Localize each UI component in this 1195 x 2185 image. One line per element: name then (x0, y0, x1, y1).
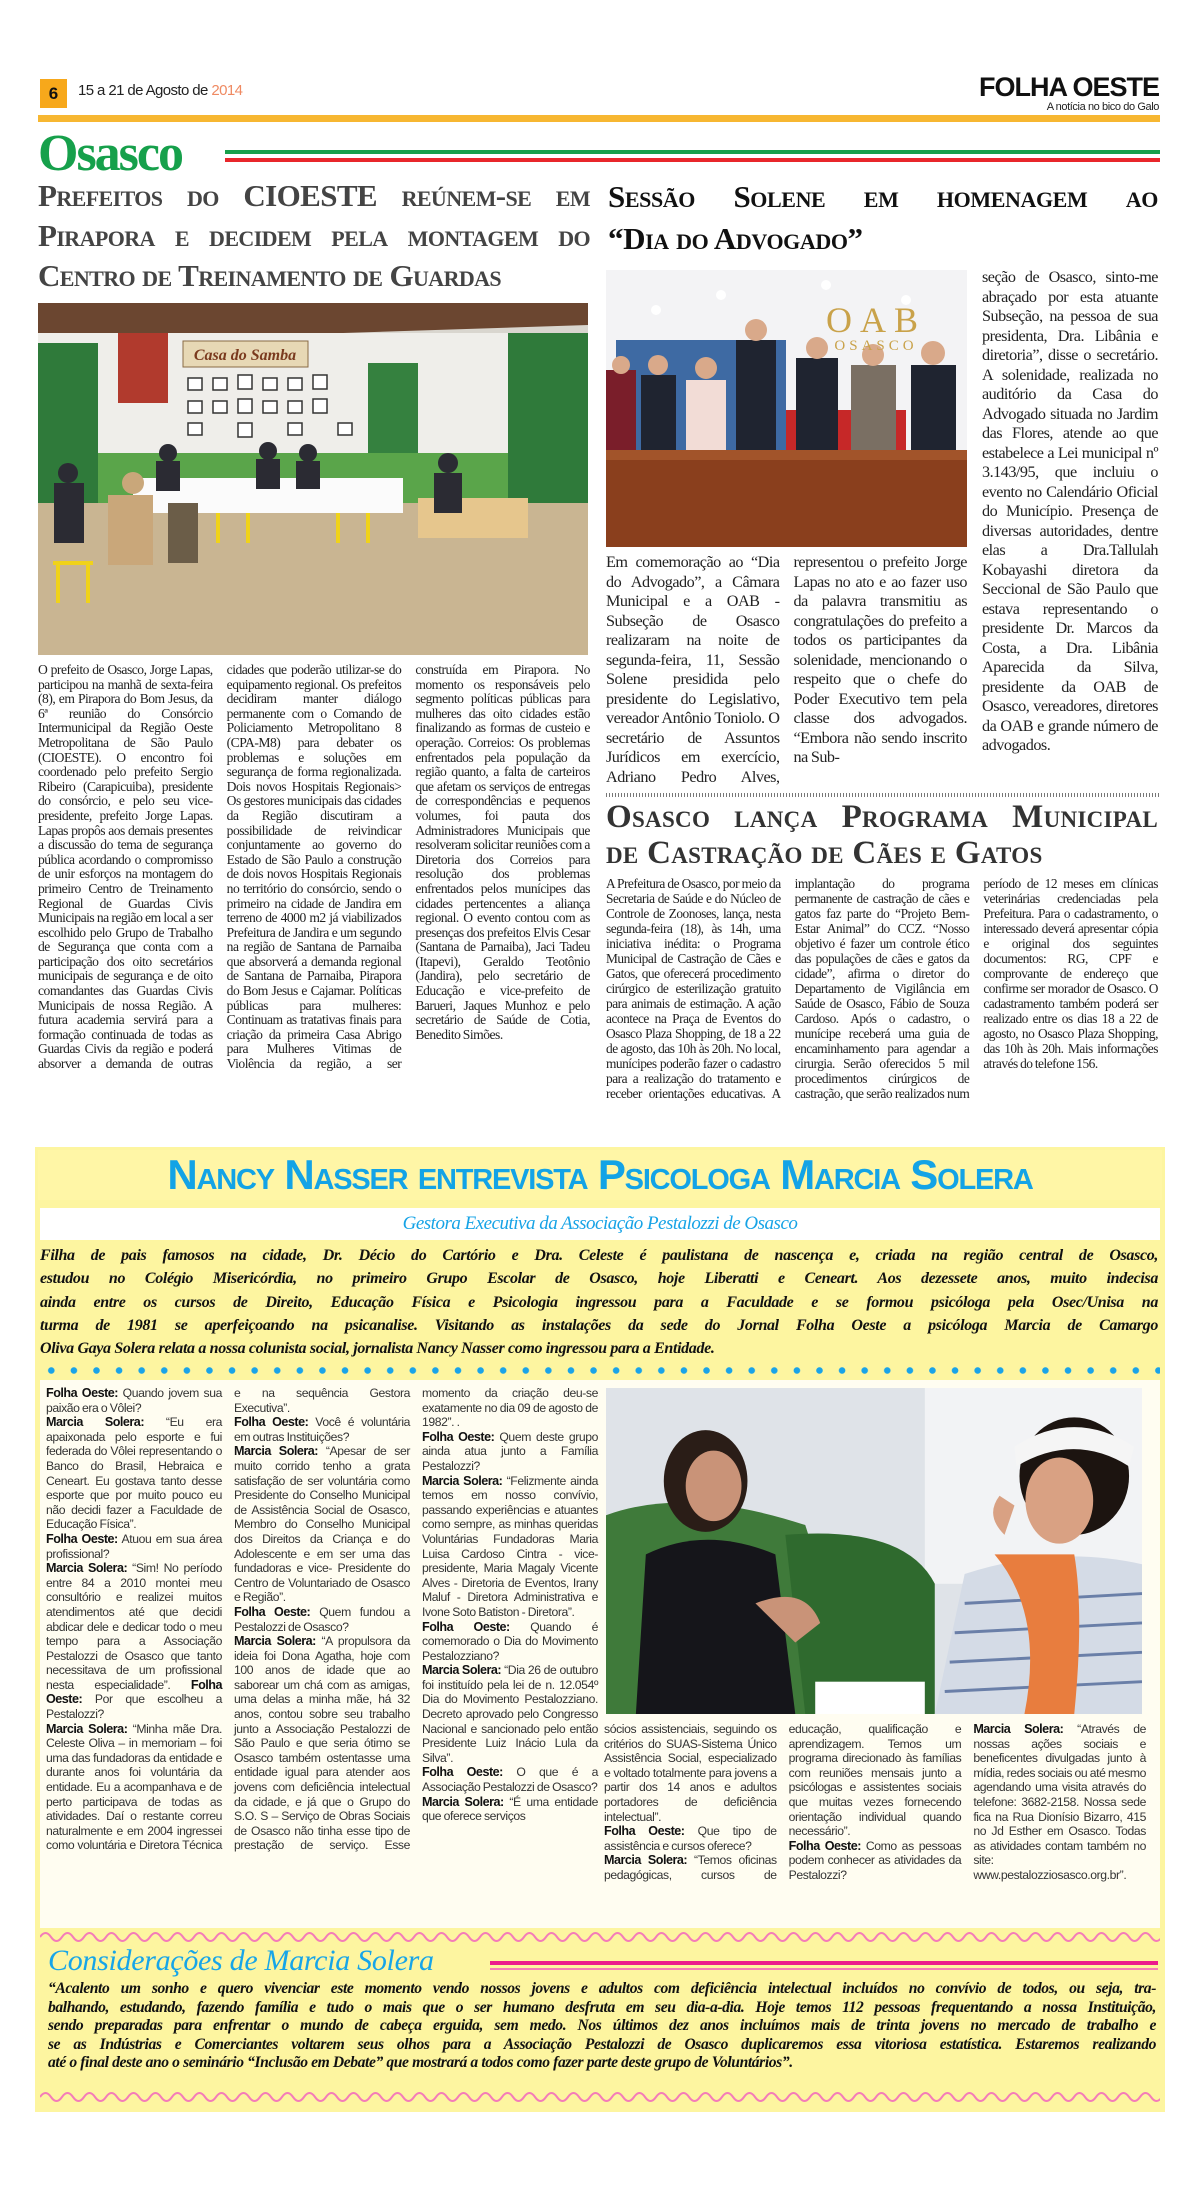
speaker-label: Folha Oeste: (422, 1765, 503, 1780)
considerations-line: balhando, estudando, fazendo família e tudo o mais que o ser humano desfruta em seu dia-a-dia. Hoje temos 112 pessoas frequentando a nossa Instituição, (48, 1998, 1156, 2016)
qa-text: “Dia 26 de outubro foi instituído pela lei de n. 12.054º Dia do Movimento Pestalozziano. Decreto aprovado pelo Congresso Nacional e sancionado pelo então Presidente Luiz Inácio Lula da Silva”. (422, 1663, 598, 1765)
headline-line: “Dia do Advogado” (608, 221, 863, 256)
headline-line: Sessão Solene em homenagem ao (608, 179, 1158, 214)
qa-paragraph (46, 1415, 222, 1532)
photo-sign-osasco: OSASCO (834, 338, 918, 354)
qa-text: “Através de nossas ações sociais e beneficentes divulgadas junto à mídia, redes sociais ou até mesmo agendando uma visita através do telefone: 3682-2158. Nossa sede fica na Rua Dionísio Bizarro, 415 no Jd Esther em Osasco. Todas as atividades contam também no site: www.pestalozziosasco.org.br”. (973, 1722, 1146, 1882)
speaker-label: Marcia Solera: (46, 1721, 128, 1736)
article-dia-advogado-body-continued: seção de Osasco, sinto-me abraçado por esta atuante Subseção, na pessoa de sua presidenta, Dra. Libânia e diretoria”, disse o secretário. A solenidade, realizada no auditório da Casa do Advogado situada no Jardim das Flores, atende ao que estabelece a Lei municipal nº 3.143/95, que incluiu o evento no Calendário Oficial do Município. Presença de diversas autoridades, dentre elas a Dra.Tallulah Kobayashi diretora da Seccional de São Paulo que estava representando o presidente Dr. Marcos da Costa, a Dra. Libânia Aparecida da Silva, presidente da OAB de Osasco, vereadores, diretores da OAB e grande número de advogados. (982, 268, 1158, 754)
intro-line: Oliva Gaya Solera relata a nossa colunista social, jornalista Nancy Nasser como ingressou para a Entidade. (40, 1340, 715, 1358)
speaker-label: Folha Oeste: (46, 1531, 118, 1546)
article-dia-advogado-headline (608, 176, 1158, 260)
intro-line: ainda entre os cursos de Direito, Educação Física e Psicologia ingressou para a Faculdade e se formou psicóloga pela Osec/Unisa na (40, 1293, 1158, 1311)
interview-qa-right (604, 1722, 1146, 1883)
qa-paragraph (46, 1561, 222, 1722)
section-title: Osasco (38, 125, 182, 182)
speaker-label: Folha Oeste: (234, 1415, 309, 1430)
photo-sessao-solene (606, 270, 967, 547)
intro-line: turma de 1981 se aperfeiçoando na psicanalise. Visitando as instalações da sede do Jornal Folha Oeste a psicóloga Marcia de Camargo (40, 1316, 1158, 1334)
date-text: 15 a 21 de Agosto de (78, 82, 212, 99)
qa-text: Atuou em sua área profissional? (46, 1531, 223, 1561)
qa-paragraph (422, 1474, 598, 1620)
article-cioeste-headline (38, 176, 590, 296)
considerations-line: sendo preparadas para enfrentar o mundo de cabeça erguida, sem medo. Nos últimos dez anos incluímos mais de trinta jovens no mercado de trabalho e (48, 2017, 1156, 2035)
date-year: 2014 (211, 82, 243, 99)
qa-text: Você é voluntária em outras Instituições? (234, 1415, 411, 1444)
qa-text: Quem deste grupo ainda atua junto a Família Pestalozzi? (422, 1429, 598, 1473)
wavy-divider (40, 2092, 1160, 2102)
speaker-label: Folha Oeste: (46, 1386, 118, 1400)
qa-paragraph (422, 1620, 598, 1664)
speaker-label: Folha Oeste: (46, 1677, 222, 1707)
qa-text: “A propulsora da ideia foi Dona Agatha, hoje com 100 anos de idade que ao saborear um chá com as amigas, uma delas a minha mãe, há 32 anos, contou sobre seu trabalho junto a Associação Pestalozzi de São Paulo e que seria ótimo se Osasco também ostentasse uma entidade igual para atender aos jovens com deficiência intelectual da cidade, e já que o Grupo do S.O. S – Serviço de Obras Sociais de Osasco não tinha esse tipo de prestação de serviço. Esse momento da criação deu-se exatamente no dia 09 de agosto de 1982”. . (234, 1386, 598, 1853)
section-rule-green (225, 150, 1160, 154)
qa-paragraph (234, 1415, 410, 1444)
headline-line: Pirapora e decidem pela montagem do (38, 218, 590, 253)
speaker-label: Marcia Solera: (422, 1794, 504, 1809)
interview-subtitle: Gestora Executiva da Associação Pestalozzi de Osasco (40, 1208, 1160, 1240)
considerations-rule-thin (490, 1968, 1158, 1970)
considerations-title: Considerações de Marcia Solera (48, 1944, 434, 1977)
article-dia-advogado-body: Em comemoração ao “Dia do Advogado”, a Câmara Municipal e a OAB - Subseção de Osasco realizaram na noite de segunda-feira, 11, Sessão Solene presidida pelo presidente do Legislativo, vereador Antônio Toniolo. O secretário de Assuntos Jurídicos em exercício, Adriano Pedro Alves, representou o prefeito Jorge Lapas no ato e ao fazer uso da palavra transmitiu as congratulações do prefeito a todos os participantes da solenidade, mencionando o respeito que o chefe do Poder Executivo tem pela classe dos advogados. “Embora não sendo inscrito na Sub- (606, 553, 967, 786)
speaker-label: Marcia Solera: (422, 1663, 502, 1678)
speaker-label: Marcia Solera: (46, 1561, 128, 1576)
qa-text: Por que escolheu a Pestalozzi? (46, 1692, 222, 1722)
qa-paragraph (789, 1839, 962, 1883)
interview-title: Nancy Nasser entrevista Psicologa Marcia Solera (38, 1150, 1162, 1200)
speaker-label: Marcia Solera: (973, 1722, 1064, 1736)
article-cioeste-body: O prefeito de Osasco, Jorge Lapas, participou na manhã de sexta-feira (8), em Pirapora do Bom Jesus, da 6ª reunião do Consórcio Intermunicipal da Região Oeste Metropolitana de São Paulo (CIOESTE). O encontro foi coordenado pelo prefeito Sergio Ribeiro (Carapicuiba), presidente do consórcio, e pelo seu vice-presidente, prefeito Jorge Lapas. Lapas propôs aos demais presentes a discussão do tema de segurança pública acordando o compromisso de unir esforços na montagem do primeiro Centro de Treinamento Regional de Guardas Civis Municipais na região em local a ser escolhido pelo Grupo de Trabalho de Segurança que conta com a participação dos oito secretários municipais de segurança e de oito comandantes das Guardas Civis Municipais de nossa Região. A futura academia servirá para a formação continuada de todas as Guardas Civis da região e poderá absorver a demanda de outras cidades que poderão utilizar-se do equipamento regional. Os prefeitos decidiram manter diálogo permanente com o Comando de Policiamento Metropolitano 8 (CPA-M8) para debater os problemas e soluções em segurança de forma regionalizada. Dois novos Hospitais Regionais> Os gestores municipais das cidades da Região discutiram a possibilidade de reivindicar conjuntamente ao governo do Estado de São Paulo a construção de dois novos Hospitais Regionais no território do consórcio, sendo o primeiro na cidade de Jandira em terreno de 4000 m2 já viabilizados Prefeitura de Jandira e um segundo na região de Santana de Parnaiba que absorverá a demanda regional de Santana de Parnaiba, Pirapora do Bom Jesus e Cajamar. Políticas públicas para mulheres: Continuam as tratativas finais para criação da primeira Casa Abrigo para Mulheres Vitimas de Violência da região, a ser construída em Pirapora. No momento os responsáveis pelo segmento políticas públicas para mulheres das oito cidades estão finalizando as formas de custeio e operação. Correios: Os problemas enfrentados pela população da região quanto, a falta de carteiros que afetam os serviços de entregas de correspondências e pequenos volumes, foi pauta dos Administradores Municipais que resolveram solicitar reuniões com a Diretoria dos Correios para resolução dos problemas enfrentados pelos munícipes das cidades pertencentes a aliança regional. O evento contou com as presenças dos prefeitos Elvis Cesar (Santana de Parnaiba), Jaci Tadeu (Itapevi), Geraldo Teotônio (Jandira), pelo secretário de Educação e vice-prefeito de Barueri, Jaques Munhoz e pelo secretário de Saúde de Cotia, Benedito Simões. (38, 662, 590, 1072)
qa-paragraph (973, 1722, 1146, 1883)
dotted-divider (40, 1366, 1160, 1375)
considerations-line: até o final deste ano o seminário “Inclusão em Debate” que mostrará a todos como fazer parte deste grupo de Voluntários”. (48, 2054, 793, 2072)
qa-text: Quem fundou a Pestalozzi de Osasco? (234, 1604, 410, 1634)
qa-text: “Sim! No período entre 84 a 2010 montei meu consultório e realizei muitos atendimentos até que decidi abdicar dele e dedicar todo o meu tempo para a Associação Pestalozzi de Osasco que tanto necessitava de um profissional nesta especialidade”. (46, 1561, 222, 1692)
qa-text: sócios assistenciais, seguindo os critérios do SUAS-Sistema Único Assistência Social, especializado e voltado totalmente para jovens a partir dos 14 anos e adultos portadores de deficiência intelectual”. (604, 1722, 777, 1824)
headline-line: Osasco lança Programa Municipal (606, 799, 1158, 835)
speaker-label: Folha Oeste: (788, 1838, 861, 1853)
qa-text: “É uma entidade que oferece serviços (422, 1794, 598, 1824)
issue-date (78, 82, 242, 99)
qa-text: “Felizmente ainda temos em nosso convívio, passando experiências e atuantes como sempre, as minhas queridas Voluntárias Fundadoras Maria Luisa Cardoso Cintra - vice-presidente, Maria Magaly Vicente Alves - Diretoria de Eventos, Irany Maluf - Diretora Administrativa e Ivone Soto Batiston - Diretora”. (422, 1473, 598, 1619)
header-rule (38, 115, 1160, 122)
qa-text: O que é a Associação Pestalozzi de Osasco? (422, 1765, 598, 1795)
qa-paragraph (46, 1386, 222, 1415)
intro-line: estudou no Colégio Misericórdia, no primeiro Grupo Escolar de Osasco, hoje Liberatti e Ceneart. Aos dezessete anos, muito indecisa (40, 1270, 1158, 1288)
headline-line: de Castração de Cães e Gatos (606, 835, 1043, 871)
qa-paragraph (234, 1605, 410, 1634)
qa-text: Quando jovem sua paixão era o Vôlei? (46, 1386, 222, 1415)
article-castracao-headline (606, 799, 1158, 871)
page-number: 6 (40, 79, 67, 108)
qa-paragraph (422, 1795, 598, 1824)
qa-text: “Apesar de ser muito corrido tenho a grata satisfação de ser voluntária como Presidente do Conselho Municipal de Assistência Social de Osasco, Membro do Conselho Municipal dos Direitos da Criança e do Adolescente e em ser uma das fundadoras e vice- Presidente do Centro de Voluntariado de Osasco e Região”. (234, 1444, 410, 1605)
considerations-line: “Acalento um sonho e quero vivenciar este momento vendo nossos jovens e adultos com deficiência intelectual incluídos no convívio de todos, ou seja, tra- (48, 1980, 1156, 1997)
speaker-label: Marcia Solera: (422, 1473, 503, 1488)
photo-sign-oab: OAB (825, 300, 927, 340)
qa-paragraph (422, 1765, 598, 1794)
speaker-label: Marcia Solera: (46, 1415, 145, 1430)
photo-sign-text: Casa do Samba (193, 347, 297, 364)
qa-text: “Temos oficinas pedagógicas, cursos de educação, qualificação e aprendizagem. Temos um programa direcionado às famílias com reuniões mensais junto a psicólogas e assistentes sociais que muitas vezes fornecendo orientação individual quando necessário”. (604, 1722, 962, 1882)
qa-paragraph (604, 1722, 777, 1824)
speaker-label: Marcia Solera: (234, 1444, 318, 1459)
article-castracao-body: A Prefeitura de Osasco, por meio da Secretaria de Saúde e do Núcleo de Controle de Zoonoses, lança, nesta segunda-feira (18), às 14h, uma iniciativa inédita: o Programa Municipal de Castração de Cães e Gatos, que oferecerá procedimento cirúrgico de esterilização gratuito para animais de estimação. A ação acontece na Praça de Eventos do Osasco Plaza Shopping, de 18 a 22 de agosto, das 10h às 20h. No local, munícipes poderão fazer o cadastro para a realização do tratamento e receber orientações educativas. A implantação do programa permanente de castração de cães e gatos faz parte do “Projeto Bem-Estar Animal” do CCZ. “Nosso objetivo é fazer um controle ético das populações de cães e gatos da cidade”, afirma o diretor do Departamento de Vigilância em Saúde de Osasco, Fábio de Souza Cardoso. Após o cadastro, o munícipe receberá uma guia de encaminhamento para agendar a cirurgia. Serão oferecidos 5 mil procedimentos cirúrgicos de castração, que serão realizados num período de 12 meses em clínicas veterinárias credenciadas pela Prefeitura. Para o cadastramento, o interessado deverá apresentar cópia e original dos seguintes documentos: RG, CPF e comprovante de endereço que confirme ser morador de Osasco. O cadastramento também poderá ser realizado entre os dias 18 a 22 de agosto, no Osasco Plaza Shopping, das 10h às 20h. Mais informações através do telefone 156. (606, 876, 1158, 1101)
speaker-label: Folha Oeste: (422, 1619, 510, 1634)
qa-paragraph (46, 1532, 222, 1561)
qa-paragraph (422, 1430, 598, 1474)
qa-paragraph (234, 1444, 410, 1605)
speaker-label: Folha Oeste: (234, 1604, 311, 1619)
qa-text: Que tipo de assistência e cursos oferece? (604, 1824, 777, 1853)
interview-intro (40, 1244, 1158, 1360)
interview-qa-left (46, 1386, 598, 1853)
considerations-rule (490, 1961, 1158, 1965)
headline-line: Centro de Treinamento de Guardas (38, 258, 502, 293)
intro-line: Filha de pais famosos na cidade, Dr. Décio do Cartório e Dra. Celeste é paulistana de nascença e, criada na região central de Osasco, (40, 1247, 1158, 1264)
brand-name: FOLHA OESTE (978, 72, 1159, 102)
speaker-label: Marcia Solera: (234, 1634, 316, 1649)
photo-cioeste-meeting (38, 303, 588, 655)
qa-text: “Minha mãe Dra. Celeste Oliva – in memoriam – foi uma das fundadoras da entidade e durante anos foi voluntária da entidade. Eu a acompanhava e de perto participava de todas as atividades. Daí o restante correu naturalmente e em 2004 ingressei como voluntária e Diretora Técnica e na sequência Gestora Executiva”. (46, 1386, 410, 1853)
speaker-label: Marcia Solera: (604, 1853, 688, 1868)
headline-line: Prefeitos do CIOESTE reúnem-se em (38, 178, 590, 213)
speaker-label: Folha Oeste: (422, 1429, 495, 1444)
wavy-divider (40, 1932, 1160, 1942)
dotted-separator (606, 793, 1160, 797)
qa-text: Quando é comemorado o Dia do Movimento Pestalozziano? (422, 1619, 598, 1663)
qa-text: “Eu era apaixonada pelo esporte e fui federada do Vôlei representando o Banco do Brasil, Hebraica e Ceneart. Eu gostava tanto desse esporte que por muito pouco eu não decidi fazer a Faculdade de Educação Física”. (46, 1415, 222, 1532)
section-rule-red (225, 158, 1160, 162)
photo-interview (606, 1388, 1142, 1714)
considerations-text (48, 1980, 1156, 2073)
qa-text: Como as pessoas podem conhecer as atividades da Pestalozzi? (788, 1838, 962, 1882)
considerations-line: se as Indústrias e Comerciantes voltarem seus olhos para a Associação Pestalozzi de Osasco duplicaremos essa vitoriosa estatística. Estaremos realizando (48, 2035, 1156, 2053)
qa-paragraph (604, 1824, 777, 1853)
speaker-label: Folha Oeste: (604, 1824, 685, 1839)
qa-paragraph (422, 1663, 598, 1765)
brand-tagline: A notícia no bico do Galo (1046, 101, 1159, 113)
masthead (979, 72, 1159, 113)
